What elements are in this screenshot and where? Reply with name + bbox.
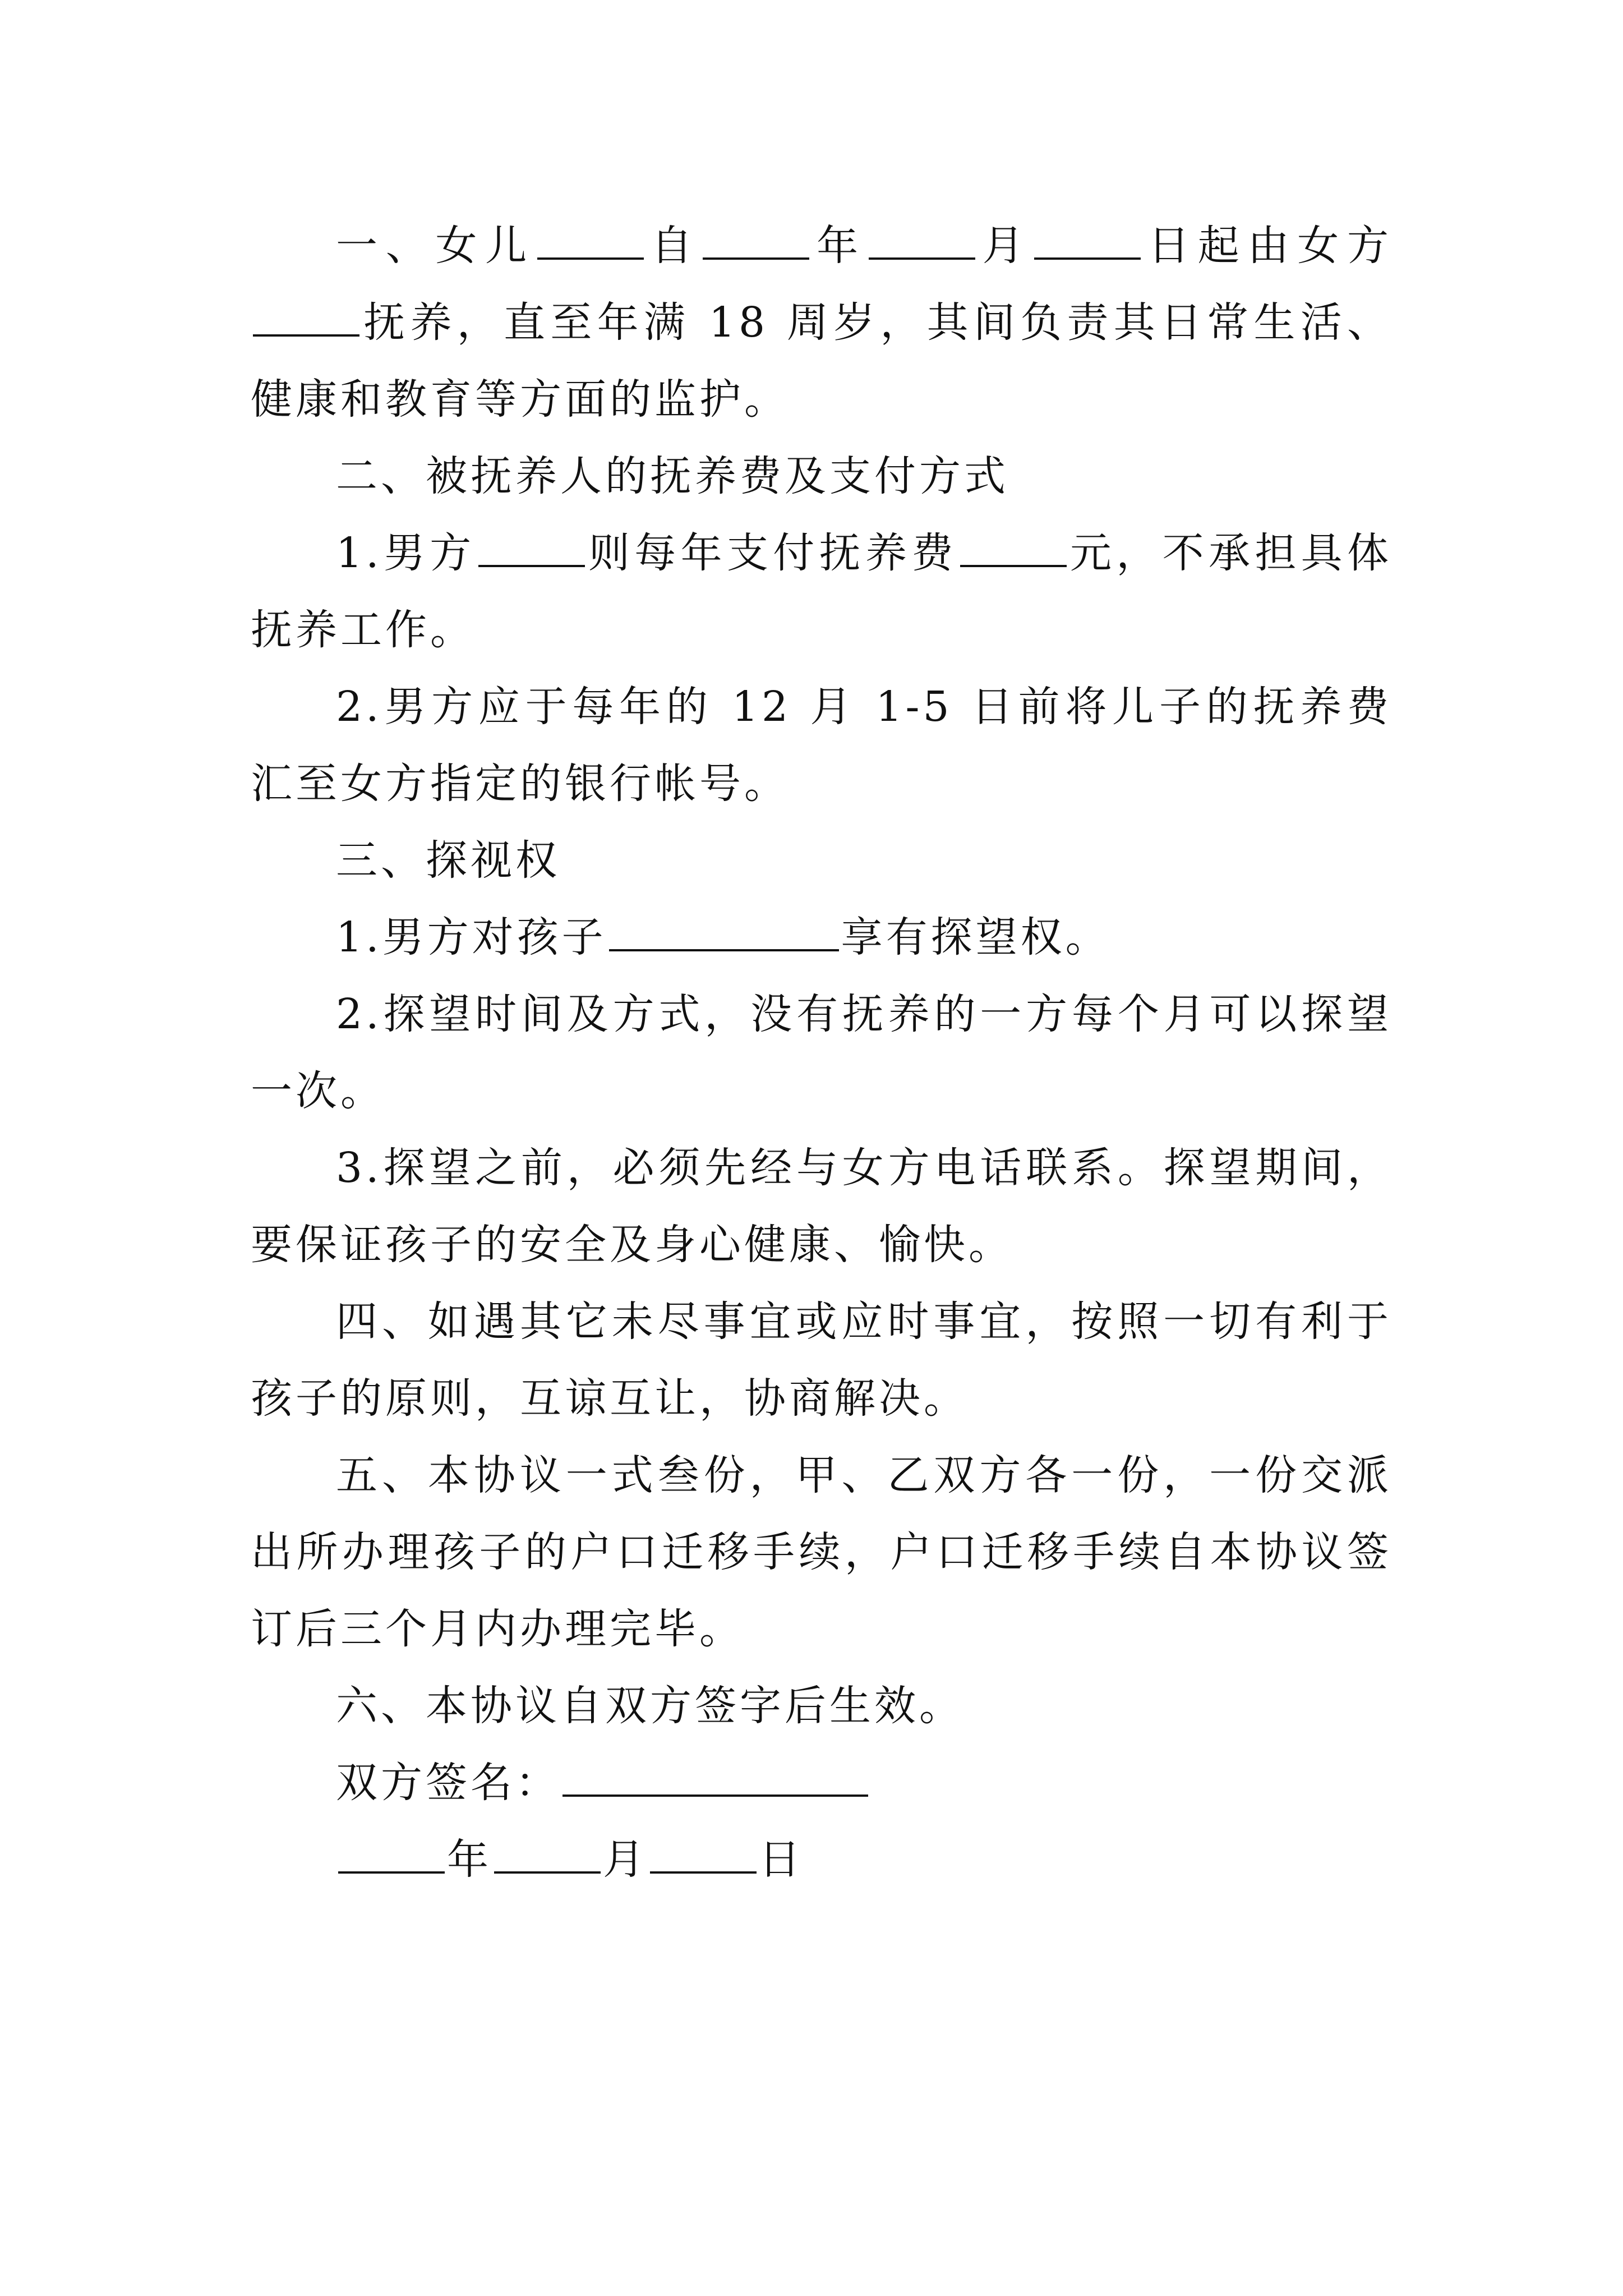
daughter-name-blank <box>537 219 644 260</box>
clause-1-text-b: 自 <box>645 222 701 270</box>
child-name-blank <box>609 911 839 951</box>
signature-label: 双方签名： <box>336 1759 560 1807</box>
clause-3-item-1-text-b: 享有探望权。 <box>841 913 1110 961</box>
date-year-label: 年 <box>447 1835 492 1884</box>
sign-year-blank <box>338 1833 445 1874</box>
clause-1-text-c: 年 <box>811 222 866 270</box>
clause-3-item-1 <box>251 899 1392 976</box>
clause-2-heading: 二、被抚养人的抚养费及支付方式 <box>336 452 1009 500</box>
start-month-blank <box>869 219 975 260</box>
date-day-label: 日 <box>759 1835 804 1884</box>
clause-1-text-a: 一、女儿 <box>336 222 535 270</box>
clause-3-heading: 三、探视权 <box>336 836 560 885</box>
clause-3-item-3: 3.探望之前，必须先经与女方电话联系。探望期间，要保证孩子的安全及身心健康、愉快。 <box>251 1144 1392 1269</box>
clause-2-item-1-text-c: 元，不承担具体抚养工作。 <box>251 529 1393 654</box>
mother-name-blank <box>253 296 359 337</box>
clause-2-item-1 <box>251 515 1392 669</box>
clause-6: 六、本协议自双方签字后生效。 <box>336 1682 964 1730</box>
clause-1-text-e: 日起由女方 <box>1143 222 1393 270</box>
clause-5: 五、本协议一式叁份，甲、乙双方各一份，一份交派出所办理孩子的户口迁移手续，户口迁移手续自本协议签订后三个月内办理完毕。 <box>251 1451 1392 1653</box>
support-amount-blank <box>960 527 1067 567</box>
signature-line <box>251 1745 1392 1821</box>
date-month-label: 月 <box>603 1835 648 1884</box>
date-line <box>251 1821 1392 1898</box>
document-body <box>251 208 1392 1898</box>
sign-month-blank <box>494 1833 601 1874</box>
clause-2-item-2: 2.男方应于每年的 12 月 1-5 日前将儿子的抚养费汇至女方指定的银行帐号。 <box>251 683 1392 808</box>
father-name-blank <box>478 527 585 567</box>
clause-1-custody <box>251 208 1392 438</box>
signature-blank <box>562 1756 868 1797</box>
clause-3-item-1-text-a: 1.男方对孩子 <box>336 913 607 961</box>
clause-2-item-1-text-a: 1.男方 <box>336 529 476 577</box>
clause-1-text-f: 抚养，直至年满 18 周岁，其间负责其日常生活、健康和教育等方面的监护。 <box>251 298 1392 424</box>
sign-day-blank <box>650 1833 757 1874</box>
clause-3-item-2: 2.探望时间及方式，没有抚养的一方每个月可以探望一次。 <box>251 990 1392 1115</box>
start-year-blank <box>703 219 809 260</box>
clause-1-text-d: 月 <box>977 222 1032 270</box>
clause-2-item-1-text-b: 则每年支付抚养费 <box>587 529 958 577</box>
start-day-blank <box>1034 219 1141 260</box>
clause-4: 四、如遇其它未尽事宜或应时事宜，按照一切有利于孩子的原则，互谅互让，协商解决。 <box>251 1297 1392 1423</box>
